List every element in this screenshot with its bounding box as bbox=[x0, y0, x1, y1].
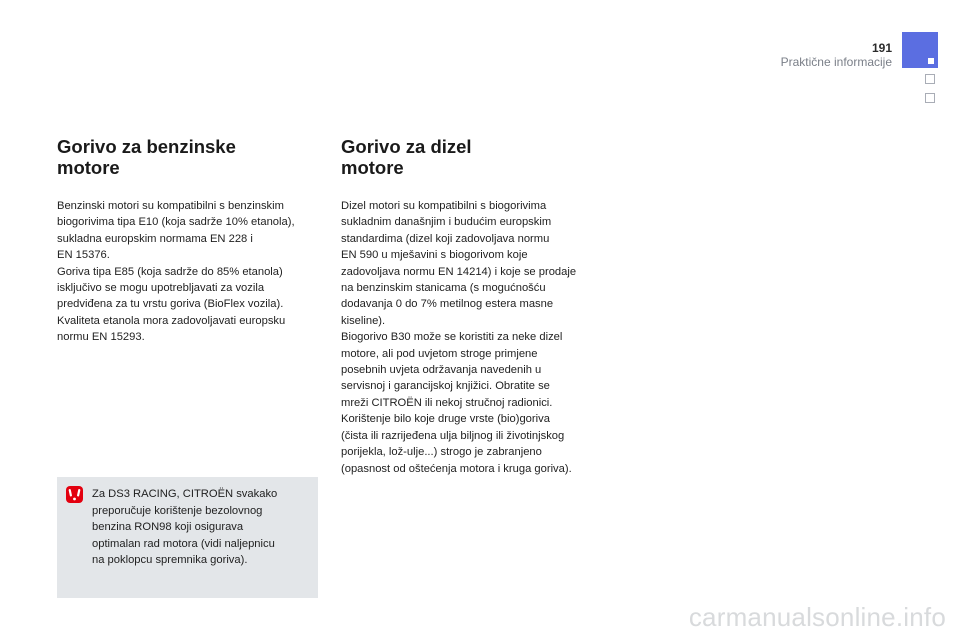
text-line: na benzinskim stanicama (s mogućnošću bbox=[341, 282, 546, 295]
text-line: optimalan rad motora (vidi naljepnicu bbox=[92, 537, 275, 550]
text-line: sukladna europskim normama EN 228 i bbox=[57, 232, 253, 245]
text-line: zadovoljava normu EN 14214) i koje se prodaje bbox=[341, 265, 577, 278]
chapter-tab[interactable] bbox=[925, 74, 935, 84]
warning-icon bbox=[66, 486, 83, 503]
chapter-tab-active[interactable] bbox=[902, 32, 938, 68]
text-line: isključivo se mogu upotrebljavati za vozila bbox=[57, 282, 265, 295]
text-line: Goriva tipa E85 (koja sadrže do 85% etanola) bbox=[57, 265, 283, 278]
text-line: kiseline). bbox=[341, 314, 386, 327]
text-line: motore, ali pod uvjetom stroge primjene bbox=[341, 347, 538, 360]
text-line: standardima (dizel koji zadovoljava normu bbox=[341, 232, 550, 245]
petrol-fuel-section bbox=[57, 136, 322, 346]
text-line: preporučuje korištenje bezolovnog bbox=[92, 504, 263, 517]
text-line: (čista ili razrijeđena ulja biljnog ili životinjskog bbox=[341, 429, 565, 442]
text-line: Benzinski motori su kompatibilni s benzinskim bbox=[57, 200, 284, 212]
text-line: mreži CITROËN ili nekoj stručnoj radionici. bbox=[341, 396, 553, 409]
text-line: na poklopcu spremnika goriva). bbox=[92, 554, 248, 567]
text-line: Kvaliteta etanola mora zadovoljavati europsku bbox=[57, 314, 286, 327]
diesel-fuel-section bbox=[341, 136, 606, 477]
text-line: (opasnost od oštećenja motora i kruga goriva). bbox=[341, 462, 572, 475]
tab-marker-icon bbox=[928, 58, 934, 64]
text-line: predviđena za tu vrstu goriva (BioFlex vozila). bbox=[57, 298, 284, 311]
watermark: carmanualsonline.info bbox=[688, 602, 946, 632]
text-line: EN 15376. bbox=[57, 249, 110, 262]
text-line: servisnoj i garancijskoj knjižici. Obratite se bbox=[341, 380, 550, 393]
text-line: Za DS3 RACING, CITROËN svakako bbox=[92, 488, 278, 500]
text-line: normu EN 15293. bbox=[57, 331, 145, 344]
text-line: dodavanja 0 do 7% metilnog estera masne bbox=[341, 298, 554, 311]
section-body bbox=[57, 198, 322, 346]
heading-line: Gorivo za benzinske bbox=[57, 136, 236, 157]
page-number: 191 bbox=[871, 41, 892, 55]
text-line: Korištenje bilo koje druge vrste (bio)goriva bbox=[341, 413, 550, 426]
chapter-tab[interactable] bbox=[925, 93, 935, 103]
section-heading bbox=[57, 136, 322, 178]
text-line: biogorivima tipa E10 (koja sadrže 10% etanola), bbox=[57, 216, 295, 229]
text-line: sukladnim današnjim i budućim europskim bbox=[341, 216, 552, 229]
heading-line: motore bbox=[57, 157, 120, 178]
text-line: Dizel motori su kompatibilni s biogorivima bbox=[341, 200, 547, 212]
text-line: posebnih uvjeta održavanja navedenih u bbox=[341, 364, 542, 377]
text-line: benzina RON98 koji osigurava bbox=[92, 521, 244, 534]
heading-line: motore bbox=[341, 157, 404, 178]
warning-note bbox=[57, 477, 318, 598]
heading-line: Gorivo za dizel bbox=[341, 136, 472, 157]
text-line: Biogorivo B30 može se koristiti za neke dizel bbox=[341, 331, 563, 344]
section-title: Praktične informacije bbox=[780, 55, 892, 69]
note-text bbox=[92, 486, 277, 569]
text-line: porijekla, lož-ulje...) strogo je zabranjeno bbox=[341, 446, 542, 459]
section-heading bbox=[341, 136, 606, 178]
text-line: EN 590 u mješavini s biogorivom koje bbox=[341, 249, 528, 262]
section-body bbox=[341, 198, 606, 477]
